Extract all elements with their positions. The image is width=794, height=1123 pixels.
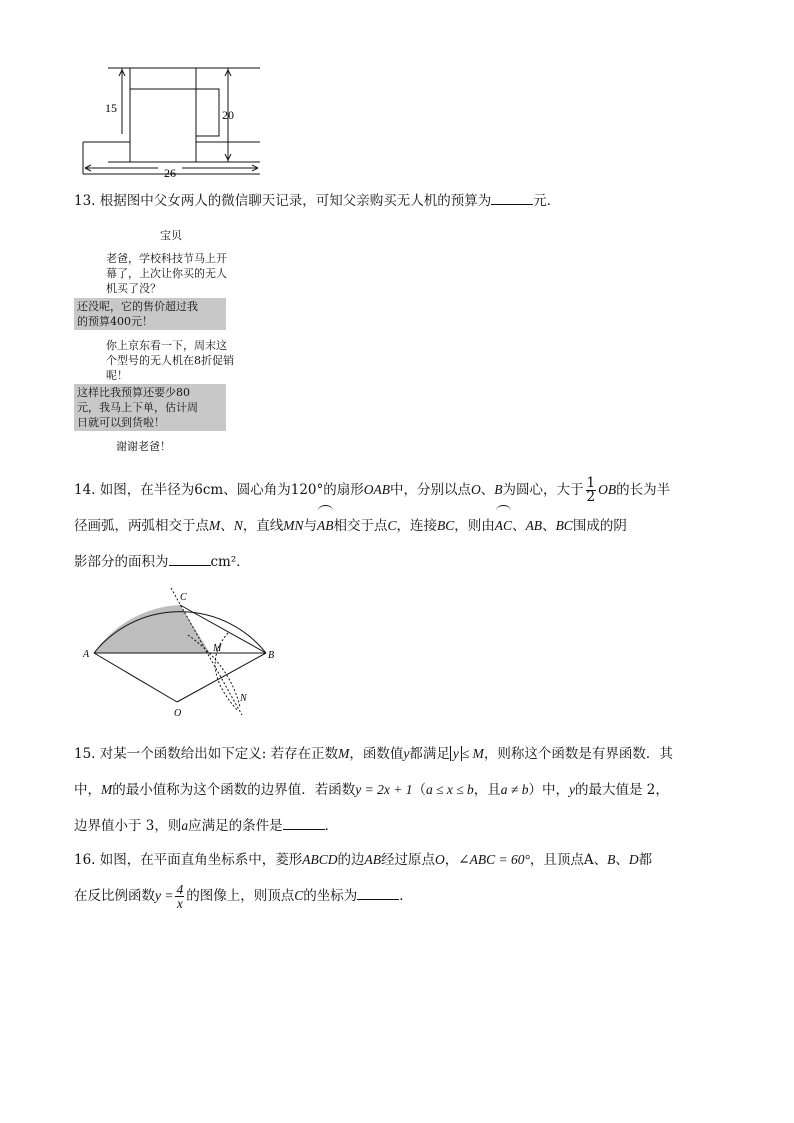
text: 都 bbox=[638, 852, 653, 868]
answer-blank[interactable] bbox=[357, 887, 399, 900]
text: 对某一个函数给出如下定义: 若存在正数 bbox=[99, 746, 339, 762]
q14-line-3 bbox=[74, 544, 734, 580]
answer-blank[interactable] bbox=[491, 192, 533, 205]
text: ，则称这个函数是有界函数．其 bbox=[483, 746, 673, 762]
chat-contact-name: 宝贝 bbox=[160, 229, 182, 242]
math-var: N bbox=[233, 518, 243, 533]
math-expr: a ≤ x ≤ b bbox=[425, 782, 474, 797]
text: 的最大值是 2， bbox=[574, 782, 669, 798]
text: 边界值小于 3，则 bbox=[74, 818, 182, 834]
fraction-denominator: x bbox=[176, 896, 183, 911]
fraction-numerator: 1 bbox=[586, 475, 596, 491]
text: 影部分的面积为 bbox=[74, 554, 169, 570]
label-a: A bbox=[83, 649, 90, 660]
q15-line-3 bbox=[74, 808, 734, 844]
question-14 bbox=[74, 472, 734, 580]
math-var: B bbox=[607, 852, 616, 867]
chat-line: 元，我马上下单，估计周 bbox=[77, 401, 198, 414]
fraction-numerator: 4 bbox=[176, 882, 184, 897]
math-var: C bbox=[294, 888, 304, 903]
math-var: BC bbox=[555, 518, 573, 533]
q16-line-1 bbox=[74, 842, 734, 878]
q16-line-2 bbox=[74, 878, 734, 914]
text: 、 bbox=[480, 482, 495, 498]
text: ，函数值 bbox=[349, 746, 404, 762]
chat-line: 老爸，学校科技节马上开 bbox=[106, 252, 227, 265]
question-13 bbox=[74, 192, 734, 210]
text: 、 bbox=[542, 518, 556, 534]
text: 、 bbox=[512, 518, 526, 534]
math-var: y bbox=[403, 746, 410, 761]
arc-ab: AB bbox=[317, 508, 334, 544]
math-expr: y = bbox=[155, 888, 174, 903]
text: 围成的阴 bbox=[572, 518, 627, 534]
dim-20: 20 bbox=[222, 108, 234, 122]
text: ，连接 bbox=[396, 518, 438, 534]
chat-message-daughter-1 bbox=[106, 251, 227, 296]
text: 的坐标为 bbox=[303, 888, 358, 904]
label-c: C bbox=[180, 592, 187, 603]
arc-ac: AC bbox=[495, 508, 512, 544]
chat-line: 呢！ bbox=[106, 369, 128, 382]
chat-line: 还没呢，它的售价超过我 bbox=[77, 300, 198, 313]
text: ， bbox=[444, 852, 459, 868]
label-n: N bbox=[240, 693, 247, 704]
text: ，且顶点A、 bbox=[529, 852, 608, 868]
text: 6cm bbox=[194, 482, 224, 498]
chat-message-daughter-3: 谢谢老爸！ bbox=[116, 440, 171, 453]
text: 中，分别以点 bbox=[390, 482, 472, 498]
text: 为圆心，大于 bbox=[502, 482, 584, 498]
answer-blank[interactable] bbox=[169, 553, 211, 566]
question-text: 根据图中父女两人的微信聊天记录，可知父亲购买无人机的预算为 bbox=[99, 193, 492, 209]
label-o: O bbox=[174, 708, 182, 719]
question-number: 15. bbox=[74, 746, 96, 762]
text: 径画弧，两弧相交于点 bbox=[74, 518, 209, 534]
text: 在反比例函数 bbox=[74, 888, 155, 904]
text: 的长为半 bbox=[616, 482, 671, 498]
math-expr: y = 2x + 1 bbox=[355, 782, 413, 797]
math-expr: ∠ABC = 60° bbox=[458, 852, 530, 867]
label-m: M bbox=[213, 643, 222, 654]
text: 如图，在平面直角坐标系中，菱形 bbox=[99, 852, 303, 868]
question-16 bbox=[74, 842, 734, 914]
rectangle-dimension-figure bbox=[78, 62, 263, 180]
absolute-value-y: y bbox=[450, 746, 462, 761]
text: 相交于点 bbox=[333, 518, 388, 534]
math-var: y bbox=[568, 782, 575, 797]
sector-figure bbox=[80, 585, 280, 720]
fraction-one-half bbox=[586, 477, 597, 504]
q14-line-2 bbox=[74, 508, 734, 544]
math-var: C bbox=[387, 518, 397, 533]
q15-line-1 bbox=[74, 736, 734, 772]
text: ，直线 bbox=[242, 518, 284, 534]
math-var: M bbox=[209, 518, 221, 533]
text: ，且 bbox=[473, 782, 501, 798]
chat-line: 这样比我预算还要少80 bbox=[77, 386, 190, 399]
text: 、圆心角为 bbox=[223, 482, 291, 498]
chat-line: 的预算400元！ bbox=[77, 315, 153, 328]
math-var: O bbox=[435, 852, 445, 867]
question-suffix: 元． bbox=[533, 193, 561, 209]
math-var: AB bbox=[525, 518, 543, 533]
math-var: O bbox=[471, 482, 481, 497]
chat-message-daughter-2 bbox=[106, 338, 234, 383]
math-expr: a ≠ b bbox=[500, 782, 529, 797]
text: 的扇形 bbox=[323, 482, 364, 498]
chat-line: 个型号的无人机在8折促销 bbox=[106, 354, 234, 367]
question-number: 16. bbox=[74, 852, 96, 868]
math-var: MN bbox=[283, 518, 304, 533]
text: 、 bbox=[220, 518, 234, 534]
math-var: D bbox=[628, 852, 639, 867]
text: ． bbox=[324, 818, 339, 834]
text: 的图像上，则顶点 bbox=[186, 888, 295, 904]
math-var: M bbox=[101, 782, 113, 797]
math-var: ABCD bbox=[302, 852, 338, 867]
dim-26: 26 bbox=[164, 166, 176, 180]
question-number: 13. bbox=[74, 193, 96, 209]
fraction-four-over-x bbox=[175, 883, 184, 910]
text: 都满足 bbox=[409, 746, 450, 762]
question-15 bbox=[74, 736, 734, 844]
text: 中， bbox=[74, 782, 101, 798]
math-var: OB bbox=[598, 482, 617, 497]
text: 的最小值称为这个函数的边界值．若函数 bbox=[112, 782, 356, 798]
math-var: M bbox=[338, 746, 350, 761]
text: ）中， bbox=[528, 782, 569, 798]
label-b: B bbox=[268, 650, 275, 661]
answer-blank[interactable] bbox=[283, 817, 325, 830]
dim-15: 15 bbox=[105, 101, 117, 115]
text: 如图，在半径为 bbox=[99, 482, 195, 498]
text: 、 bbox=[615, 852, 629, 868]
text: cm²． bbox=[210, 554, 250, 570]
text: 经过原点 bbox=[381, 852, 436, 868]
chat-line: 你上京东看一下，周末这 bbox=[106, 339, 227, 352]
math-var: a bbox=[181, 818, 189, 833]
q14-line-1 bbox=[74, 472, 734, 508]
text: 应满足的条件是 bbox=[188, 818, 283, 834]
math-var: OAB bbox=[363, 482, 391, 497]
math-var: AB bbox=[364, 852, 382, 867]
text: ，则由 bbox=[454, 518, 495, 534]
question-number: 14. bbox=[74, 482, 96, 498]
chat-line: 机买了没？ bbox=[106, 282, 161, 295]
chat-line: 幕了，上次让你买的无人 bbox=[106, 267, 227, 280]
text: 与 bbox=[303, 518, 318, 534]
chat-line: 日就可以到货啦！ bbox=[77, 416, 165, 429]
math-var: B bbox=[494, 482, 503, 497]
text: 的边 bbox=[337, 852, 365, 868]
text: （ bbox=[412, 782, 426, 798]
math-var: BC bbox=[437, 518, 455, 533]
q15-line-2 bbox=[74, 772, 734, 808]
text: 120° bbox=[290, 482, 324, 498]
chat-message-father-2 bbox=[74, 384, 226, 431]
fraction-denominator: 2 bbox=[586, 489, 596, 505]
math-expr: ≤ M bbox=[461, 746, 484, 761]
chat-message-father-1 bbox=[74, 298, 226, 330]
text: ． bbox=[399, 888, 413, 904]
